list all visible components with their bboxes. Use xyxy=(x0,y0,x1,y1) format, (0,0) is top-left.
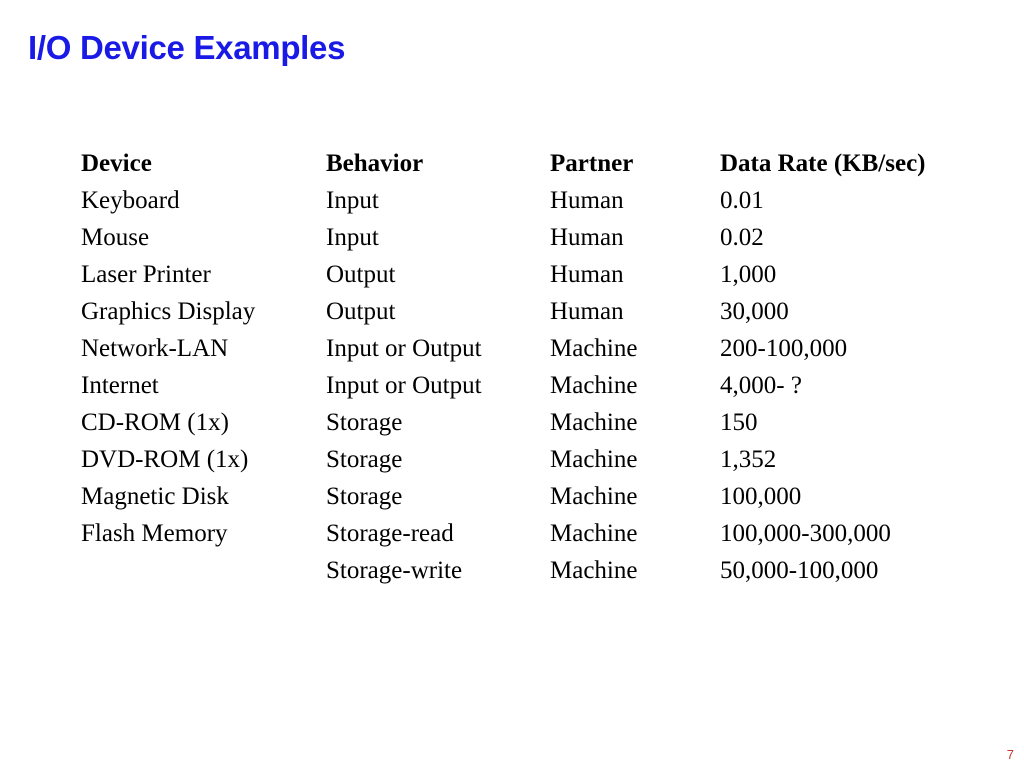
table-row xyxy=(81,219,980,256)
cell-partner: Machine xyxy=(550,335,638,362)
header-data-rate: Data Rate (KB/sec) xyxy=(720,150,926,177)
cell-behavior: Input xyxy=(326,187,379,214)
cell-behavior: Input or Output xyxy=(326,335,482,362)
cell-partner: Machine xyxy=(550,557,638,584)
cell-partner: Machine xyxy=(550,446,638,473)
table-row xyxy=(81,330,980,367)
io-device-table xyxy=(81,145,980,589)
cell-behavior: Input xyxy=(326,224,379,251)
table-row xyxy=(81,182,980,219)
cell-data-rate: 100,000-300,000 xyxy=(720,520,891,547)
cell-data-rate: 4,000- ? xyxy=(720,372,802,399)
cell-partner: Human xyxy=(550,187,624,214)
cell-device: CD-ROM (1x) xyxy=(81,409,229,436)
cell-behavior: Storage xyxy=(326,446,403,473)
header-partner: Partner xyxy=(550,150,634,177)
cell-data-rate: 100,000 xyxy=(720,483,802,510)
cell-partner: Machine xyxy=(550,372,638,399)
cell-partner: Human xyxy=(550,298,624,325)
cell-device: Graphics Display xyxy=(81,298,256,325)
cell-data-rate: 0.02 xyxy=(720,224,764,251)
cell-device xyxy=(81,552,326,589)
table-body xyxy=(81,182,980,589)
table-header-row xyxy=(81,145,980,182)
cell-data-rate: 30,000 xyxy=(720,298,789,325)
header-device: Device xyxy=(81,150,152,177)
cell-data-rate: 1,352 xyxy=(720,446,777,473)
cell-device: Network-LAN xyxy=(81,335,229,362)
table-row xyxy=(81,552,980,589)
table-row xyxy=(81,293,980,330)
cell-data-rate: 0.01 xyxy=(720,187,764,214)
table-row xyxy=(81,478,980,515)
cell-partner: Human xyxy=(550,224,624,251)
cell-device: Laser Printer xyxy=(81,261,211,288)
page-number: 7 xyxy=(1006,747,1014,762)
cell-behavior: Storage-read xyxy=(326,520,454,547)
table-row xyxy=(81,441,980,478)
table-row xyxy=(81,367,980,404)
cell-partner: Machine xyxy=(550,409,638,436)
cell-partner: Machine xyxy=(550,520,638,547)
header-behavior: Behavior xyxy=(326,150,424,177)
cell-behavior: Storage xyxy=(326,409,403,436)
cell-data-rate: 50,000-100,000 xyxy=(720,557,879,584)
cell-partner: Human xyxy=(550,261,624,288)
table-row xyxy=(81,404,980,441)
cell-data-rate: 200-100,000 xyxy=(720,335,848,362)
cell-device: Keyboard xyxy=(81,187,180,214)
cell-behavior: Output xyxy=(326,261,396,288)
table-row xyxy=(81,515,980,552)
slide-title: I/O Device Examples xyxy=(28,29,346,66)
cell-device: Internet xyxy=(81,372,159,399)
cell-behavior: Storage-write xyxy=(326,557,463,584)
cell-data-rate: 150 xyxy=(720,409,758,436)
cell-behavior: Output xyxy=(326,298,396,325)
cell-behavior: Storage xyxy=(326,483,403,510)
cell-data-rate: 1,000 xyxy=(720,261,777,288)
cell-device: Magnetic Disk xyxy=(81,483,229,510)
cell-behavior: Input or Output xyxy=(326,372,482,399)
cell-device: Mouse xyxy=(81,224,150,251)
cell-device: Flash Memory xyxy=(81,520,228,547)
cell-device: DVD-ROM (1x) xyxy=(81,446,249,473)
cell-partner: Machine xyxy=(550,483,638,510)
table-row xyxy=(81,256,980,293)
